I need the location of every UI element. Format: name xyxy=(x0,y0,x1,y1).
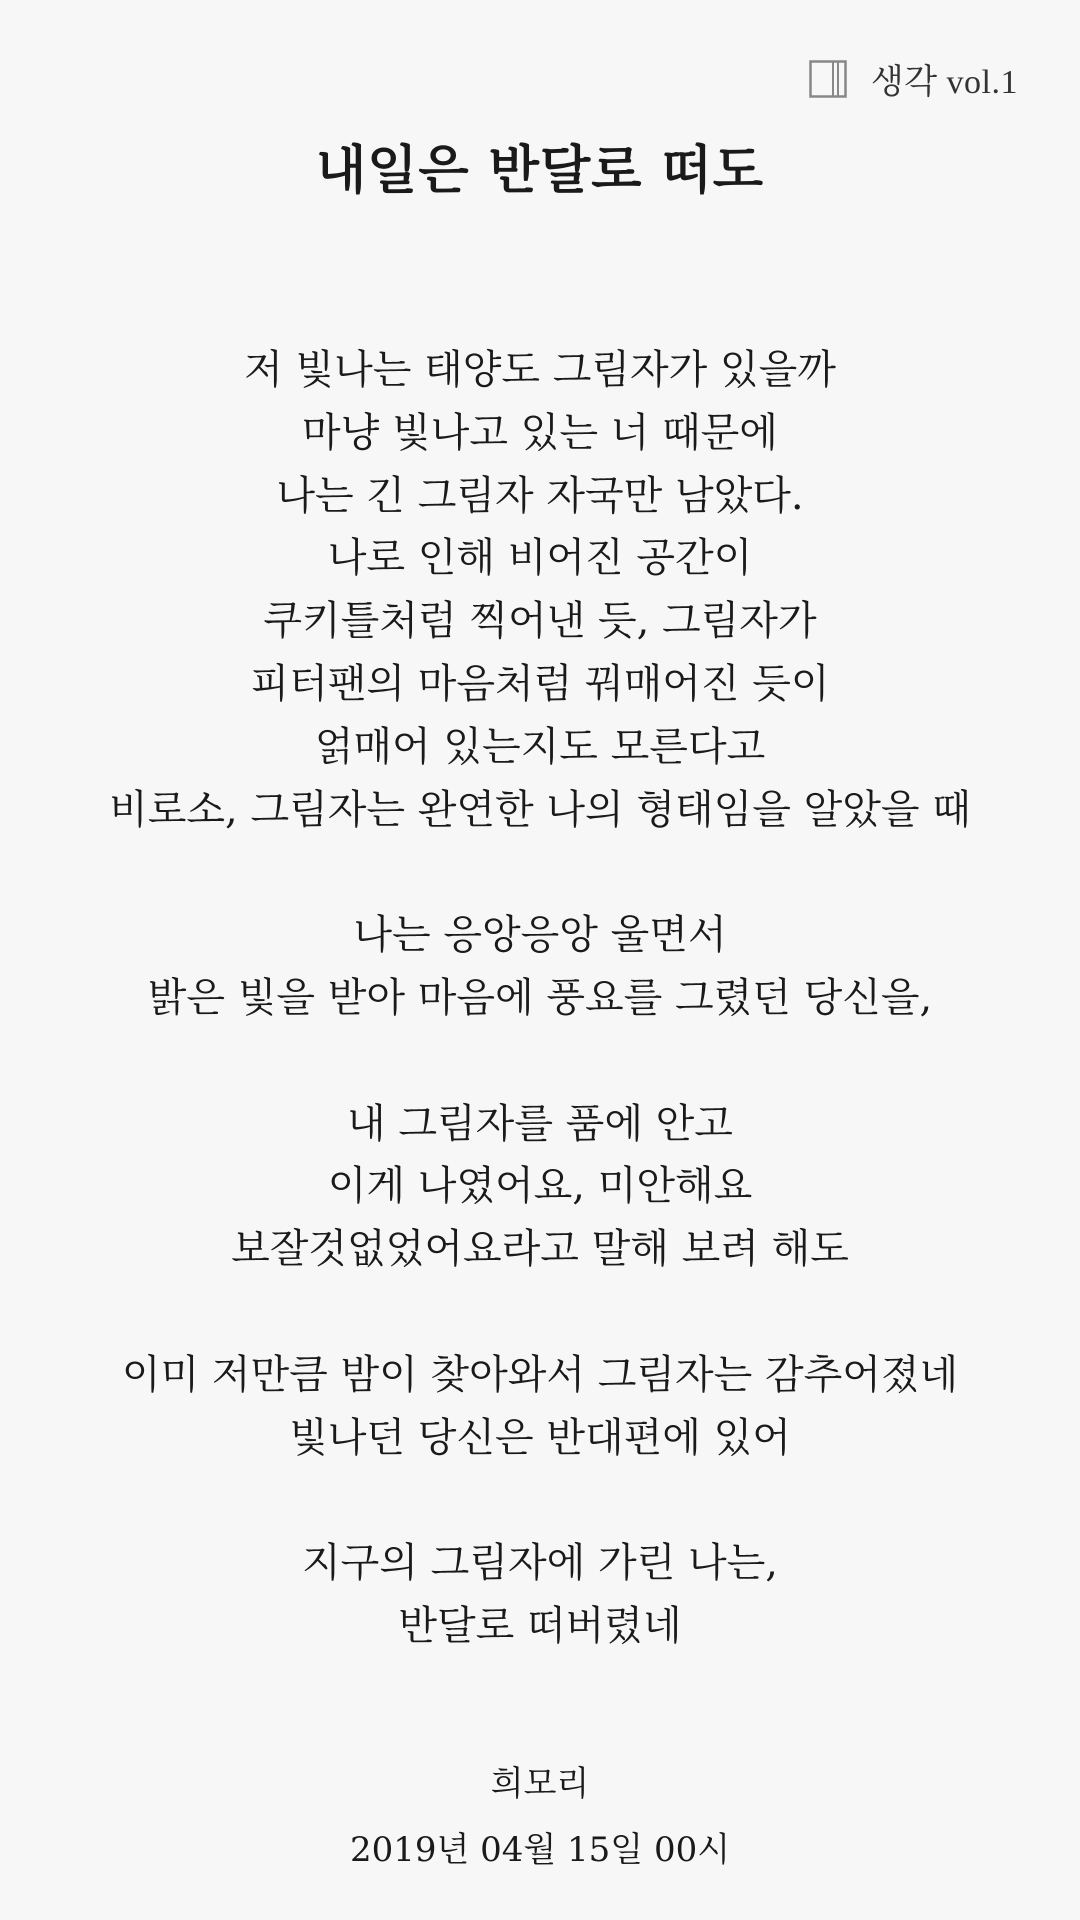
poem-line: 지구의 그림자에 가린 나는, xyxy=(302,1540,778,1587)
poem-line: 밝은 빛을 받아 마음에 풍요를 그렸던 당신을, xyxy=(147,974,933,1021)
poem-line: 나는 긴 그림자 자국만 남았다. xyxy=(276,472,804,519)
poem-line: 얽매어 있는지도 모른다고 xyxy=(314,723,766,770)
author-name: 희모리 xyxy=(490,1764,590,1804)
poem-line: 마냥 빛나고 있는 너 때문에 xyxy=(302,409,778,456)
poem-line: 보잘것없었어요라고 말해 보려 해도 xyxy=(231,1226,849,1273)
poem-title: 내일은 반달로 떠도 xyxy=(315,140,765,201)
poem-line: 내 그림자를 품에 안고 xyxy=(347,1100,733,1147)
poem-line: 쿠키틀처럼 찍어낸 듯, 그림자가 xyxy=(263,598,817,645)
poem-line: 이게 나였어요, 미안해요 xyxy=(327,1163,753,1210)
poem-line: 반달로 떠버렸네 xyxy=(398,1602,682,1649)
series-tag xyxy=(809,54,1018,103)
stanza xyxy=(0,904,1080,1030)
poem-body xyxy=(0,339,1080,1721)
poem-line: 비로소, 그림자는 완연한 나의 형태임을 알았을 때 xyxy=(109,786,971,833)
stanza xyxy=(0,339,1080,841)
poem-line: 빛나던 당신은 반대편에 있어 xyxy=(289,1414,791,1461)
book-icon xyxy=(809,60,847,98)
poem-line: 나는 응앙응앙 울면서 xyxy=(353,912,727,959)
stanza xyxy=(0,1344,1080,1470)
poem-line: 저 빛나는 태양도 그림자가 있을까 xyxy=(244,347,836,393)
stanza xyxy=(0,1093,1080,1281)
stanza xyxy=(0,1532,1080,1658)
post-date: 2019년 04월 15일 00시 xyxy=(349,1830,731,1870)
poem-line: 이미 저만큼 밤이 찾아와서 그림자는 감추어졌네 xyxy=(121,1351,959,1398)
series-label: 생각 vol.1 xyxy=(870,64,1018,101)
poem-line: 나로 인해 비어진 공간이 xyxy=(327,535,753,582)
poem-line: 피터팬의 마음처럼 꿔매어진 듯이 xyxy=(250,660,830,707)
